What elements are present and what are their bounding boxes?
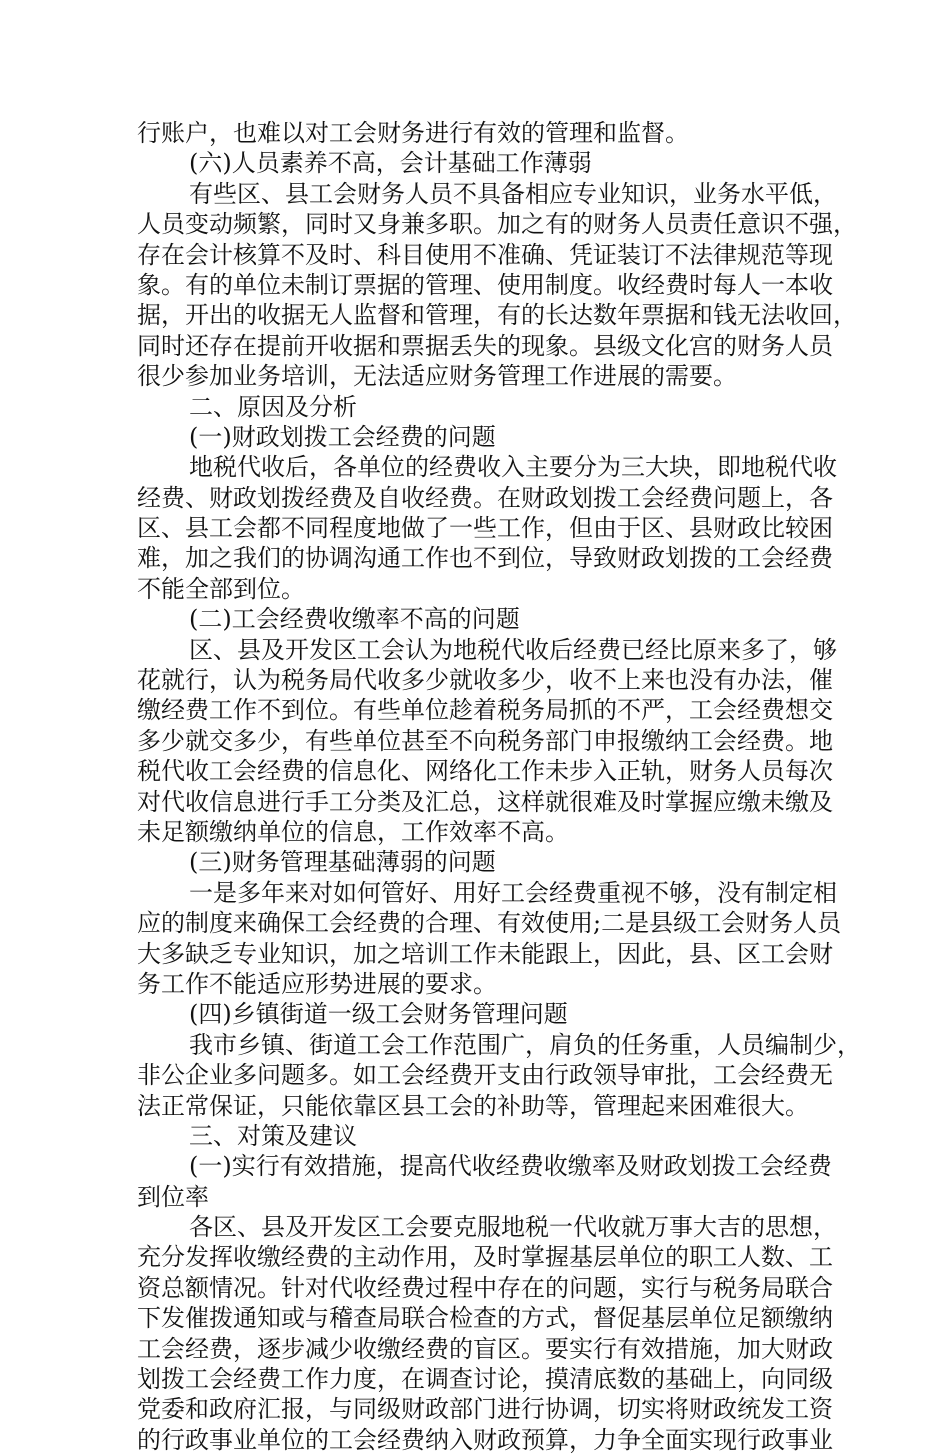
text-line: 难，加之我们的协调沟通工作也不到位，导致财政划拨的工会经费: [137, 544, 833, 573]
text-line: 党委和政府汇报，与同级财政部门进行协调，切实将财政统发工资: [137, 1395, 833, 1424]
chapter-heading: 三、对策及建议: [189, 1121, 357, 1150]
text-line: 未足额缴纳单位的信息，工作效率不高。: [137, 817, 569, 846]
text-line: 多少就交多少，有些单位甚至不向税务部门申报缴纳工会经费。地: [137, 726, 833, 755]
text-line: 人员变动频繁，同时又身兼多职。加之有的财务人员责任意识不强，: [137, 210, 857, 239]
text-line: 缴经费工作不到位。有些单位趁着税务局抓的不严，工会经费想交: [137, 696, 833, 725]
text-line: 很少参加业务培训，无法适应财务管理工作进展的需要。: [137, 362, 737, 391]
paragraph-start: 各区、县及开发区工会要克服地税一代收就万事大吉的思想，: [189, 1213, 837, 1242]
text-line: 划拨工会经费工作力度，在调查讨论，摸清底数的基础上，向同级: [137, 1365, 833, 1394]
section-heading: (四)乡镇街道一级工会财务管理问题: [189, 1000, 568, 1029]
text-line: 区、县工会都不同程度地做了一些工作，但由于区、县财政比较困: [137, 514, 833, 543]
paragraph-start: 地税代收后，各单位的经费收入主要分为三大块，即地税代收: [189, 453, 837, 482]
text-line: 务工作不能适应形势进展的要求。: [137, 969, 497, 998]
text-line: 下发催拨通知或与稽查局联合检查的方式，督促基层单位足额缴纳: [137, 1304, 833, 1333]
section-heading: (六)人员素养不高，会计基础工作薄弱: [189, 149, 592, 178]
text-line: 行账户，也难以对工会财务进行有效的管理和监督。: [137, 119, 689, 147]
text-line: 应的制度来确保工会经费的合理、有效使用;二是县级工会财务人员: [137, 909, 842, 938]
paragraph-start: 区、县及开发区工会认为地税代收后经费已经比原来多了，够: [189, 635, 837, 664]
text-line: 经费、财政划拨经费及自收经费。在财政划拨工会经费问题上，各: [137, 483, 833, 512]
chapter-heading: 二、原因及分析: [189, 392, 357, 421]
text-line: 据，开出的收据无人监督和管理，有的长达数年票据和钱无法收回，: [137, 301, 857, 330]
section-heading: (一)财政划拨工会经费的问题: [189, 422, 496, 451]
text-line: 税代收工会经费的信息化、网络化工作未步入正轨，财务人员每次: [137, 757, 833, 786]
text-line: 不能全部到位。: [137, 574, 305, 603]
text-line: 的行政事业单位的工会经费纳入财政预算，力争全面实现行政事业: [137, 1425, 833, 1454]
text-line: 对代收信息进行手工分类及汇总，这样就很难及时掌握应缴未缴及: [137, 787, 833, 816]
section-heading: (三)财务管理基础薄弱的问题: [189, 848, 496, 877]
text-line: 资总额情况。针对代收经费过程中存在的问题，实行与税务局联合: [137, 1273, 833, 1302]
text-line: 法正常保证，只能依靠区县工会的补助等，管理起来困难很大。: [137, 1091, 809, 1120]
section-heading: (一)实行有效措施，提高代收经费收缴率及财政划拨工会经费: [189, 1152, 832, 1181]
text-line: 存在会计核算不及时、科目使用不准确、凭证装订不法律规范等现: [137, 240, 833, 269]
text-line: 同时还存在提前开收据和票据丢失的现象。县级文化宫的财务人员: [137, 331, 833, 360]
text-line: 充分发挥收缴经费的主动作用，及时掌握基层单位的职工人数、工: [137, 1243, 833, 1272]
document-body: [137, 118, 861, 1455]
section-heading: (二)工会经费收缴率不高的问题: [189, 605, 520, 634]
text-line: 花就行，认为税务局代收多少就收多少，收不上来也没有办法，催: [137, 666, 833, 695]
text-line: 非公企业多问题多。如工会经费开支由行政领导审批，工会经费无: [137, 1061, 833, 1090]
text-line: 工会经费，逐步减少收缴经费的盲区。要实行有效措施，加大财政: [137, 1334, 833, 1363]
section-heading-continued: 到位率: [137, 1182, 209, 1211]
text-line: 大多缺乏专业知识，加之培训工作未能跟上，因此，县、区工会财: [137, 939, 833, 968]
paragraph-start: 有些区、县工会财务人员不具备相应专业知识，业务水平低，: [189, 179, 837, 208]
paragraph-start: 我市乡镇、街道工会工作范围广，肩负的任务重，人员编制少，: [189, 1030, 861, 1059]
paragraph-start: 一是多年来对如何管好、用好工会经费重视不够，没有制定相: [189, 878, 837, 907]
text-line: 象。有的单位未制订票据的管理、使用制度。收经费时每人一本收: [137, 270, 833, 299]
